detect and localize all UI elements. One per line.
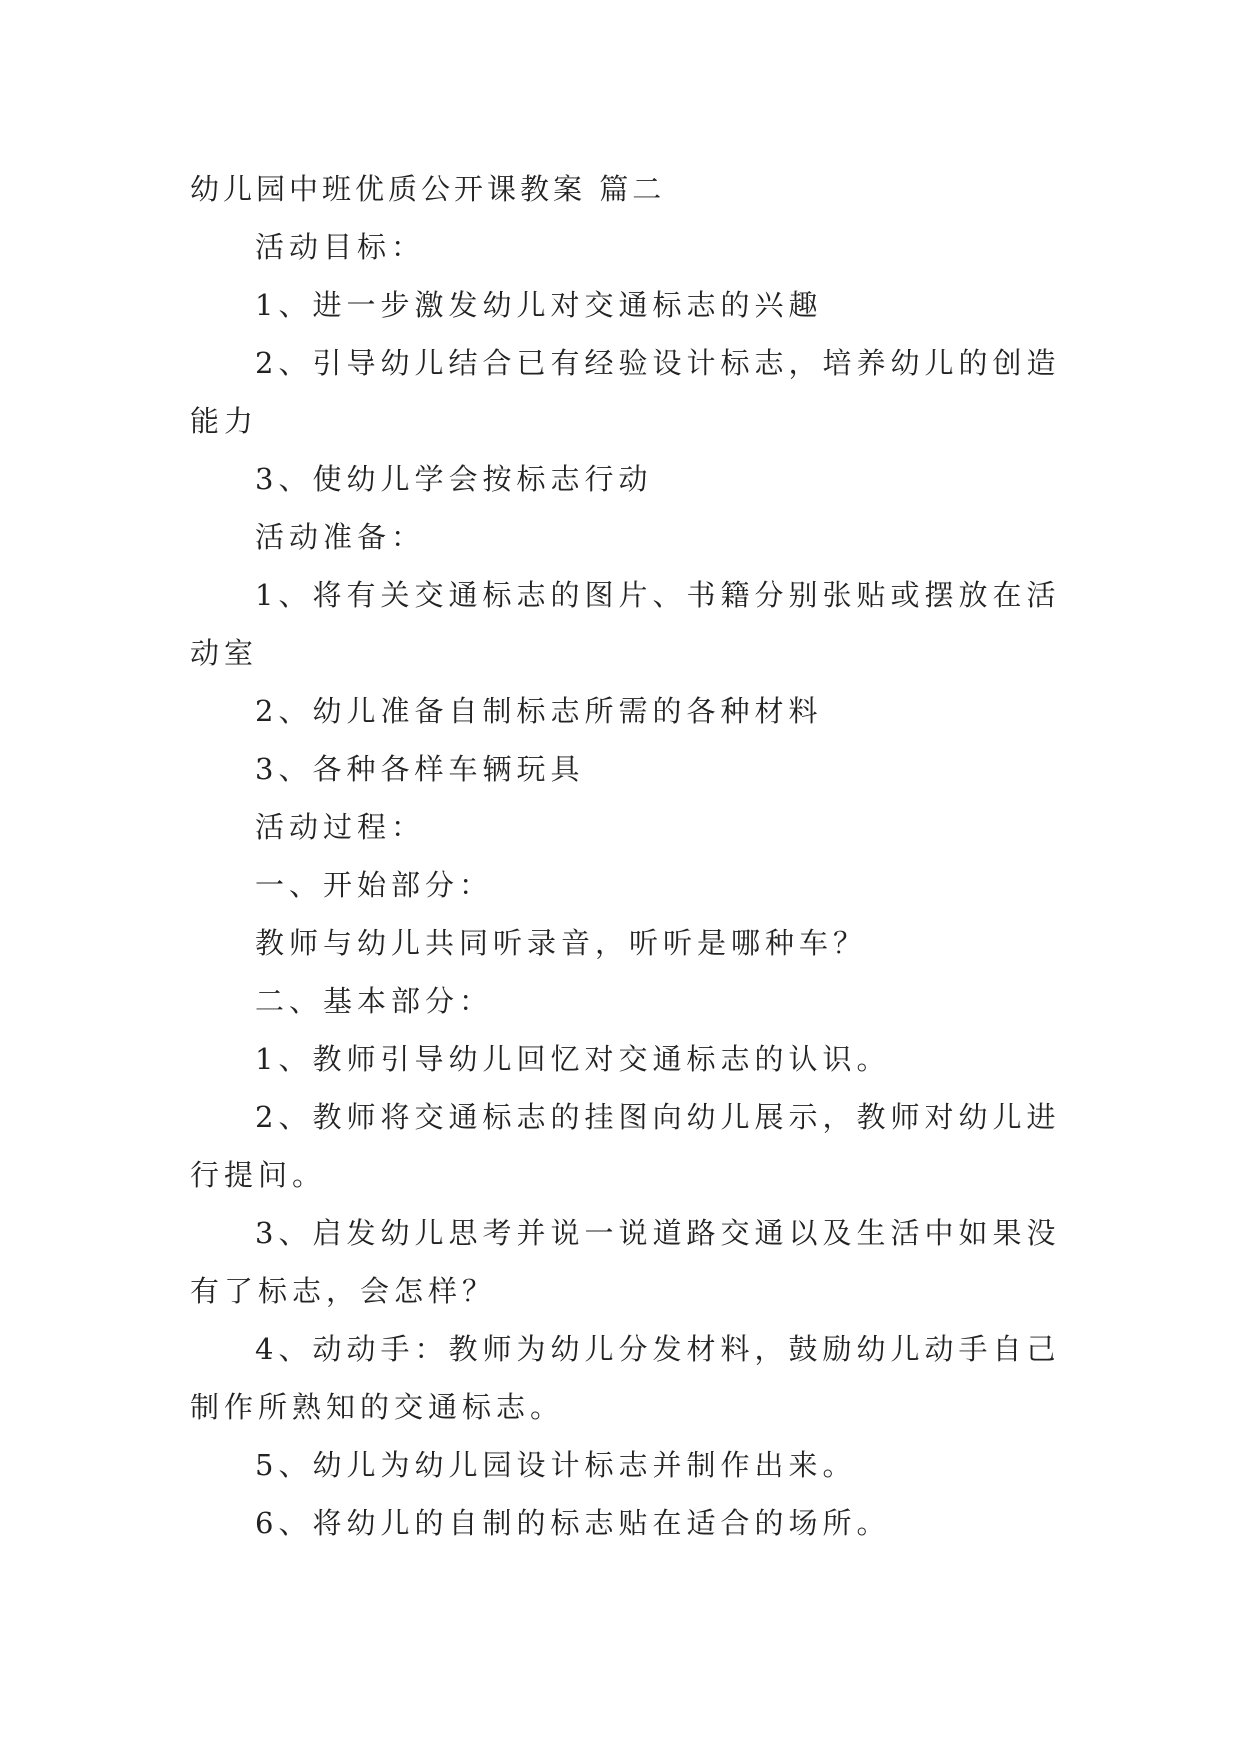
paragraph-line: 2、引导幼儿结合已有经验设计标志，培养幼儿的创造 (255, 346, 1061, 380)
paragraph-line: 2、幼儿准备自制标志所需的各种材料 (255, 694, 823, 728)
section-heading-goals: 活动目标： (255, 230, 426, 264)
paragraph-line: 1、进一步激发幼儿对交通标志的兴趣 (255, 288, 823, 322)
document-body (190, 160, 1061, 1552)
subsection-heading: 一、开始部分： (255, 868, 494, 902)
subsection-heading: 二、基本部分： (255, 984, 494, 1018)
paragraph-line: 3、使幼儿学会按标志行动 (255, 462, 653, 496)
paragraph-line: 动室 (190, 636, 259, 670)
section-heading-process: 活动过程： (255, 810, 426, 844)
paragraph-line: 2、教师将交通标志的挂图向幼儿展示，教师对幼儿进 (255, 1100, 1061, 1134)
paragraph-line: 有了标志，会怎样？ (190, 1274, 497, 1308)
paragraph-line: 行提问。 (190, 1158, 327, 1192)
paragraph-line: 1、教师引导幼儿回忆对交通标志的认识。 (255, 1042, 891, 1076)
document-title: 幼儿园中班优质公开课教案 篇二 (190, 172, 666, 206)
paragraph-line: 5、幼儿为幼儿园设计标志并制作出来。 (255, 1448, 857, 1482)
paragraph-line: 3、启发幼儿思考并说一说道路交通以及生活中如果没 (255, 1216, 1061, 1250)
paragraph-line: 6、将幼儿的自制的标志贴在适合的场所。 (255, 1506, 891, 1540)
paragraph-line: 3、各种各样车辆玩具 (255, 752, 585, 786)
paragraph-line: 教师与幼儿共同听录音，听听是哪种车？ (255, 926, 868, 960)
paragraph-line: 能力 (190, 404, 259, 438)
paragraph-line: 1、将有关交通标志的图片、书籍分别张贴或摆放在活 (255, 578, 1061, 612)
section-heading-preparation: 活动准备： (255, 520, 426, 554)
paragraph-line: 4、动动手：教师为幼儿分发材料，鼓励幼儿动手自己 (255, 1332, 1061, 1366)
paragraph-line: 制作所熟知的交通标志。 (190, 1390, 565, 1424)
